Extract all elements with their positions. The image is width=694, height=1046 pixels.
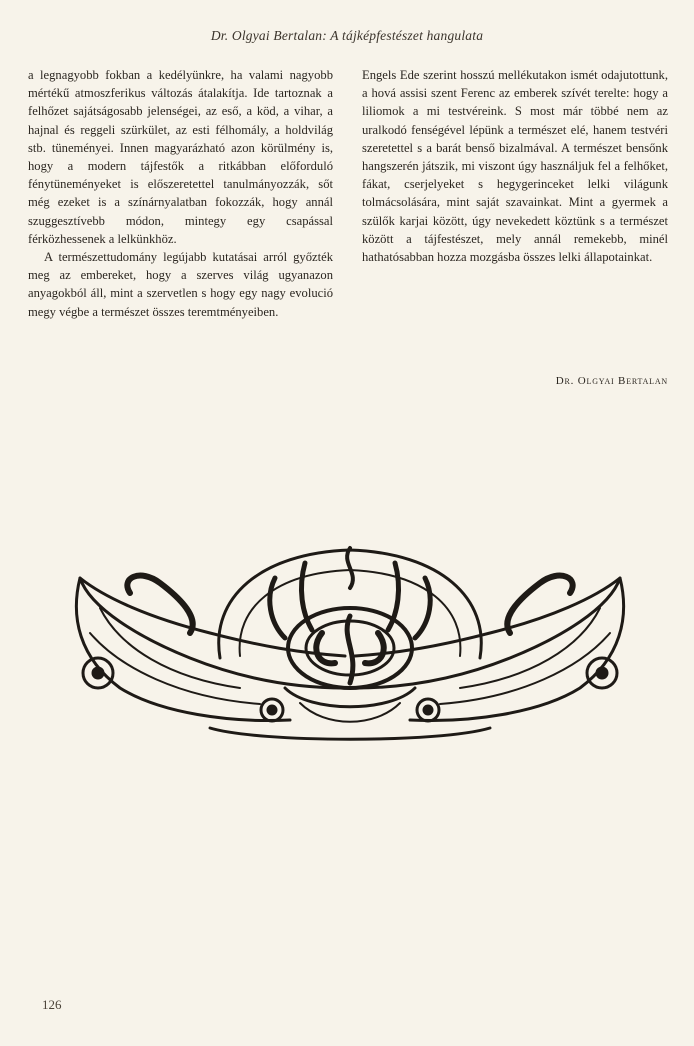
paragraph: A természettudomány legújabb kutatásai arról győzték meg az embereket, hogy a szerves világ ugyanazon anyagokból áll, mint a szervetlen s hogy egy nagy evolució megy végbe a természet összes teremtményeiben. bbox=[28, 250, 333, 319]
right-column bbox=[362, 66, 668, 266]
paragraph: a legnagyobb fokban a kedélyünkre, ha valami nagyobb mértékű atmoszferikus változás átalakítja. Ide tartoznak a felhőzet sajátságosabb jelenségei, az eső, a köd, a vihar, a hajnal és reggeli szürkület, az esti félhomály, a holdvilág stb. tüneményei. Innen magyarázható azon körülmény is, hogy a modern tájfestők a ritkábban előforduló fénytüneményeket is előszeretettel tanulmányozzák, sőt még ezeket is a színárnyalatban fokozzák, hogy annál szuggesztívebb módon, mintegy egy csapással férközhessenek a lelkünkhöz. bbox=[28, 68, 333, 246]
running-title: Dr. Olgyai Bertalan: A tájképfestészet hangulata bbox=[210, 28, 484, 43]
art-nouveau-ornament-icon bbox=[60, 538, 640, 758]
left-column bbox=[28, 66, 333, 321]
page-number: 126 bbox=[42, 997, 62, 1012]
paragraph: Engels Ede szerint hosszú mellékutakon ismét odajutottunk, a hová assisi szent Ferenc az emberek szívét terelte: hogy a liliomok a mi testvéreink. S most már többé nem az uralkodó fenségével lépünk a természet elé, hanem testvéri szeretettel s a barát benső bizalmával. A természet bensőnk hangszerén játszik, mi viszont úgy használjuk fel a felhőket, fákat, cserjelyeket s hegygerinceket lelki világunk tolmácsolására, mint saját szavainkat. Mint a gyermek a szülők karjai között, úgy nevekedett köztünk s a természet között a tájfestészet, mely annál remekebb, minél hathatósabban hozza mozgásba összes lelki állapotainkat. bbox=[362, 68, 668, 265]
author-signature: Dr. Olgyai Bertalan bbox=[555, 375, 668, 387]
